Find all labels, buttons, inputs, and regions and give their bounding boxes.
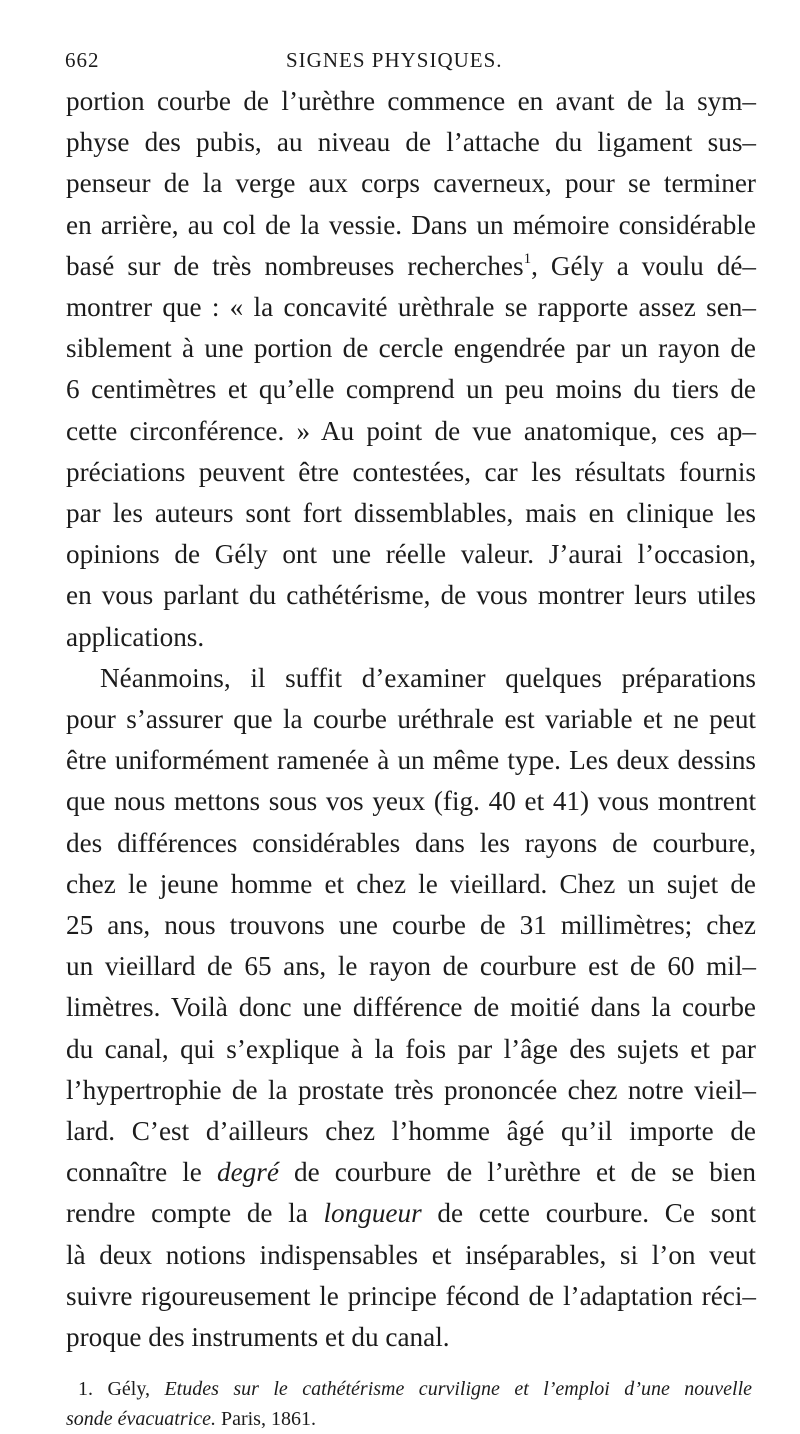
text-line: 6 centimètres et qu’elle comprend un peu moins du tiers de: [66, 374, 756, 405]
text-line: là deux notions indispensables et inséparables, si l’on veut: [66, 1239, 756, 1270]
body-text: [66, 81, 756, 1358]
footnote-line: [66, 1374, 752, 1404]
text-line: [66, 1193, 756, 1234]
footnote-title: Etudes sur le cathétérisme curviligne et l’emploi d’une nouvelle: [164, 1378, 752, 1401]
text-line: montrer que : « la concavité urèthrale se rapporte assez sen–: [66, 292, 756, 323]
text-line: penseur de la verge aux corps caverneux, pour se terminer: [66, 168, 756, 199]
text-segment: rendre compte de la: [66, 1198, 324, 1229]
text-line: être uniformément ramenée à un même type. Les deux dessins: [66, 745, 756, 776]
text-line: préciations peuvent être contestées, car les résultats fournis: [66, 456, 756, 487]
text-line: proque des instruments et du canal.: [66, 1322, 450, 1353]
emphasis-longueur: longueur: [323, 1198, 422, 1229]
text-line: suivre rigoureusement le principe fécond de l’adaptation réci–: [66, 1280, 756, 1311]
text-line: pour s’assurer que la courbe uréthrale est variable et ne peut: [66, 704, 756, 735]
text-line: un vieillard de 65 ans, le rayon de courbure est de 60 mil–: [66, 951, 756, 982]
text-line: cette circonférence. » Au point de vue anatomique, ces ap–: [66, 415, 756, 446]
footnote-line: [66, 1404, 752, 1434]
text-line: 25 ans, nous trouvons une courbe de 31 millimètres; chez: [66, 910, 756, 941]
running-head: [66, 48, 756, 78]
text-line: du canal, qui s’explique à la fois par l’âge des sujets et par: [66, 1033, 756, 1064]
text-line: portion courbe de l’urèthre commence en avant de la sym–: [66, 86, 756, 116]
text-line: lard. C’est d’ailleurs chez l’homme âgé qu’il importe de: [66, 1116, 756, 1147]
footnote-title-continued: sonde évacuatrice.: [66, 1408, 216, 1431]
text-segment: basé sur de très nombreuses recherches: [66, 250, 524, 281]
text-line: applications.: [66, 621, 205, 652]
text-line: chez le jeune homme et chez le vieillard. Chez un sujet de: [66, 868, 756, 899]
paragraph-2: [66, 658, 756, 1358]
text-line: siblement à une portion de cercle engendrée par un rayon de: [66, 333, 756, 364]
running-title: SIGNES PHYSIQUES.: [286, 48, 503, 72]
text-line: [66, 246, 756, 287]
text-line: en arrière, au col de la vessie. Dans un mémoire considérable: [66, 209, 756, 240]
text-line: limètres. Voilà donc une différence de moitié dans la courbe: [66, 992, 756, 1023]
text-line: [66, 1152, 756, 1193]
text-line: en vous parlant du cathétérisme, de vous montrer leurs utiles: [66, 580, 756, 611]
emphasis-degre: degré: [216, 1157, 279, 1188]
text-segment: de cette courbure. Ce sont: [421, 1198, 756, 1229]
text-segment: de courbure de l’urèthre et de se bien: [278, 1157, 757, 1188]
text-line: opinions de Gély ont une réelle valeur. J’aurai l’occasion,: [66, 539, 756, 570]
text-line: physe des pubis, au niveau de l’attache du ligament sus–: [66, 127, 756, 158]
text-line: que nous mettons sous vos yeux (fig. 40 et 41) vous montrent: [66, 786, 756, 817]
book-page: [66, 48, 756, 1434]
footnote-author: Gély,: [107, 1378, 151, 1401]
text-line: des différences considérables dans les rayons de courbure,: [66, 827, 756, 858]
text-line: Néanmoins, il suffit d’examiner quelques préparations: [100, 662, 756, 693]
footnote-place-date: Paris, 1861.: [220, 1408, 316, 1431]
page-number: 662: [65, 48, 100, 72]
text-segment: connaître le: [66, 1157, 217, 1188]
text-line: l’hypertrophie de la prostate très prononcée chez notre vieil–: [66, 1074, 756, 1105]
text-segment: , Gély a voulu dé–: [531, 250, 756, 281]
paragraph-1: [66, 81, 756, 658]
footnote: [66, 1374, 756, 1434]
text-line: par les auteurs sont fort dissemblables, mais en clinique les: [66, 498, 756, 529]
footnote-marker: 1.: [78, 1378, 93, 1401]
footnote-reference: 1: [523, 250, 532, 267]
